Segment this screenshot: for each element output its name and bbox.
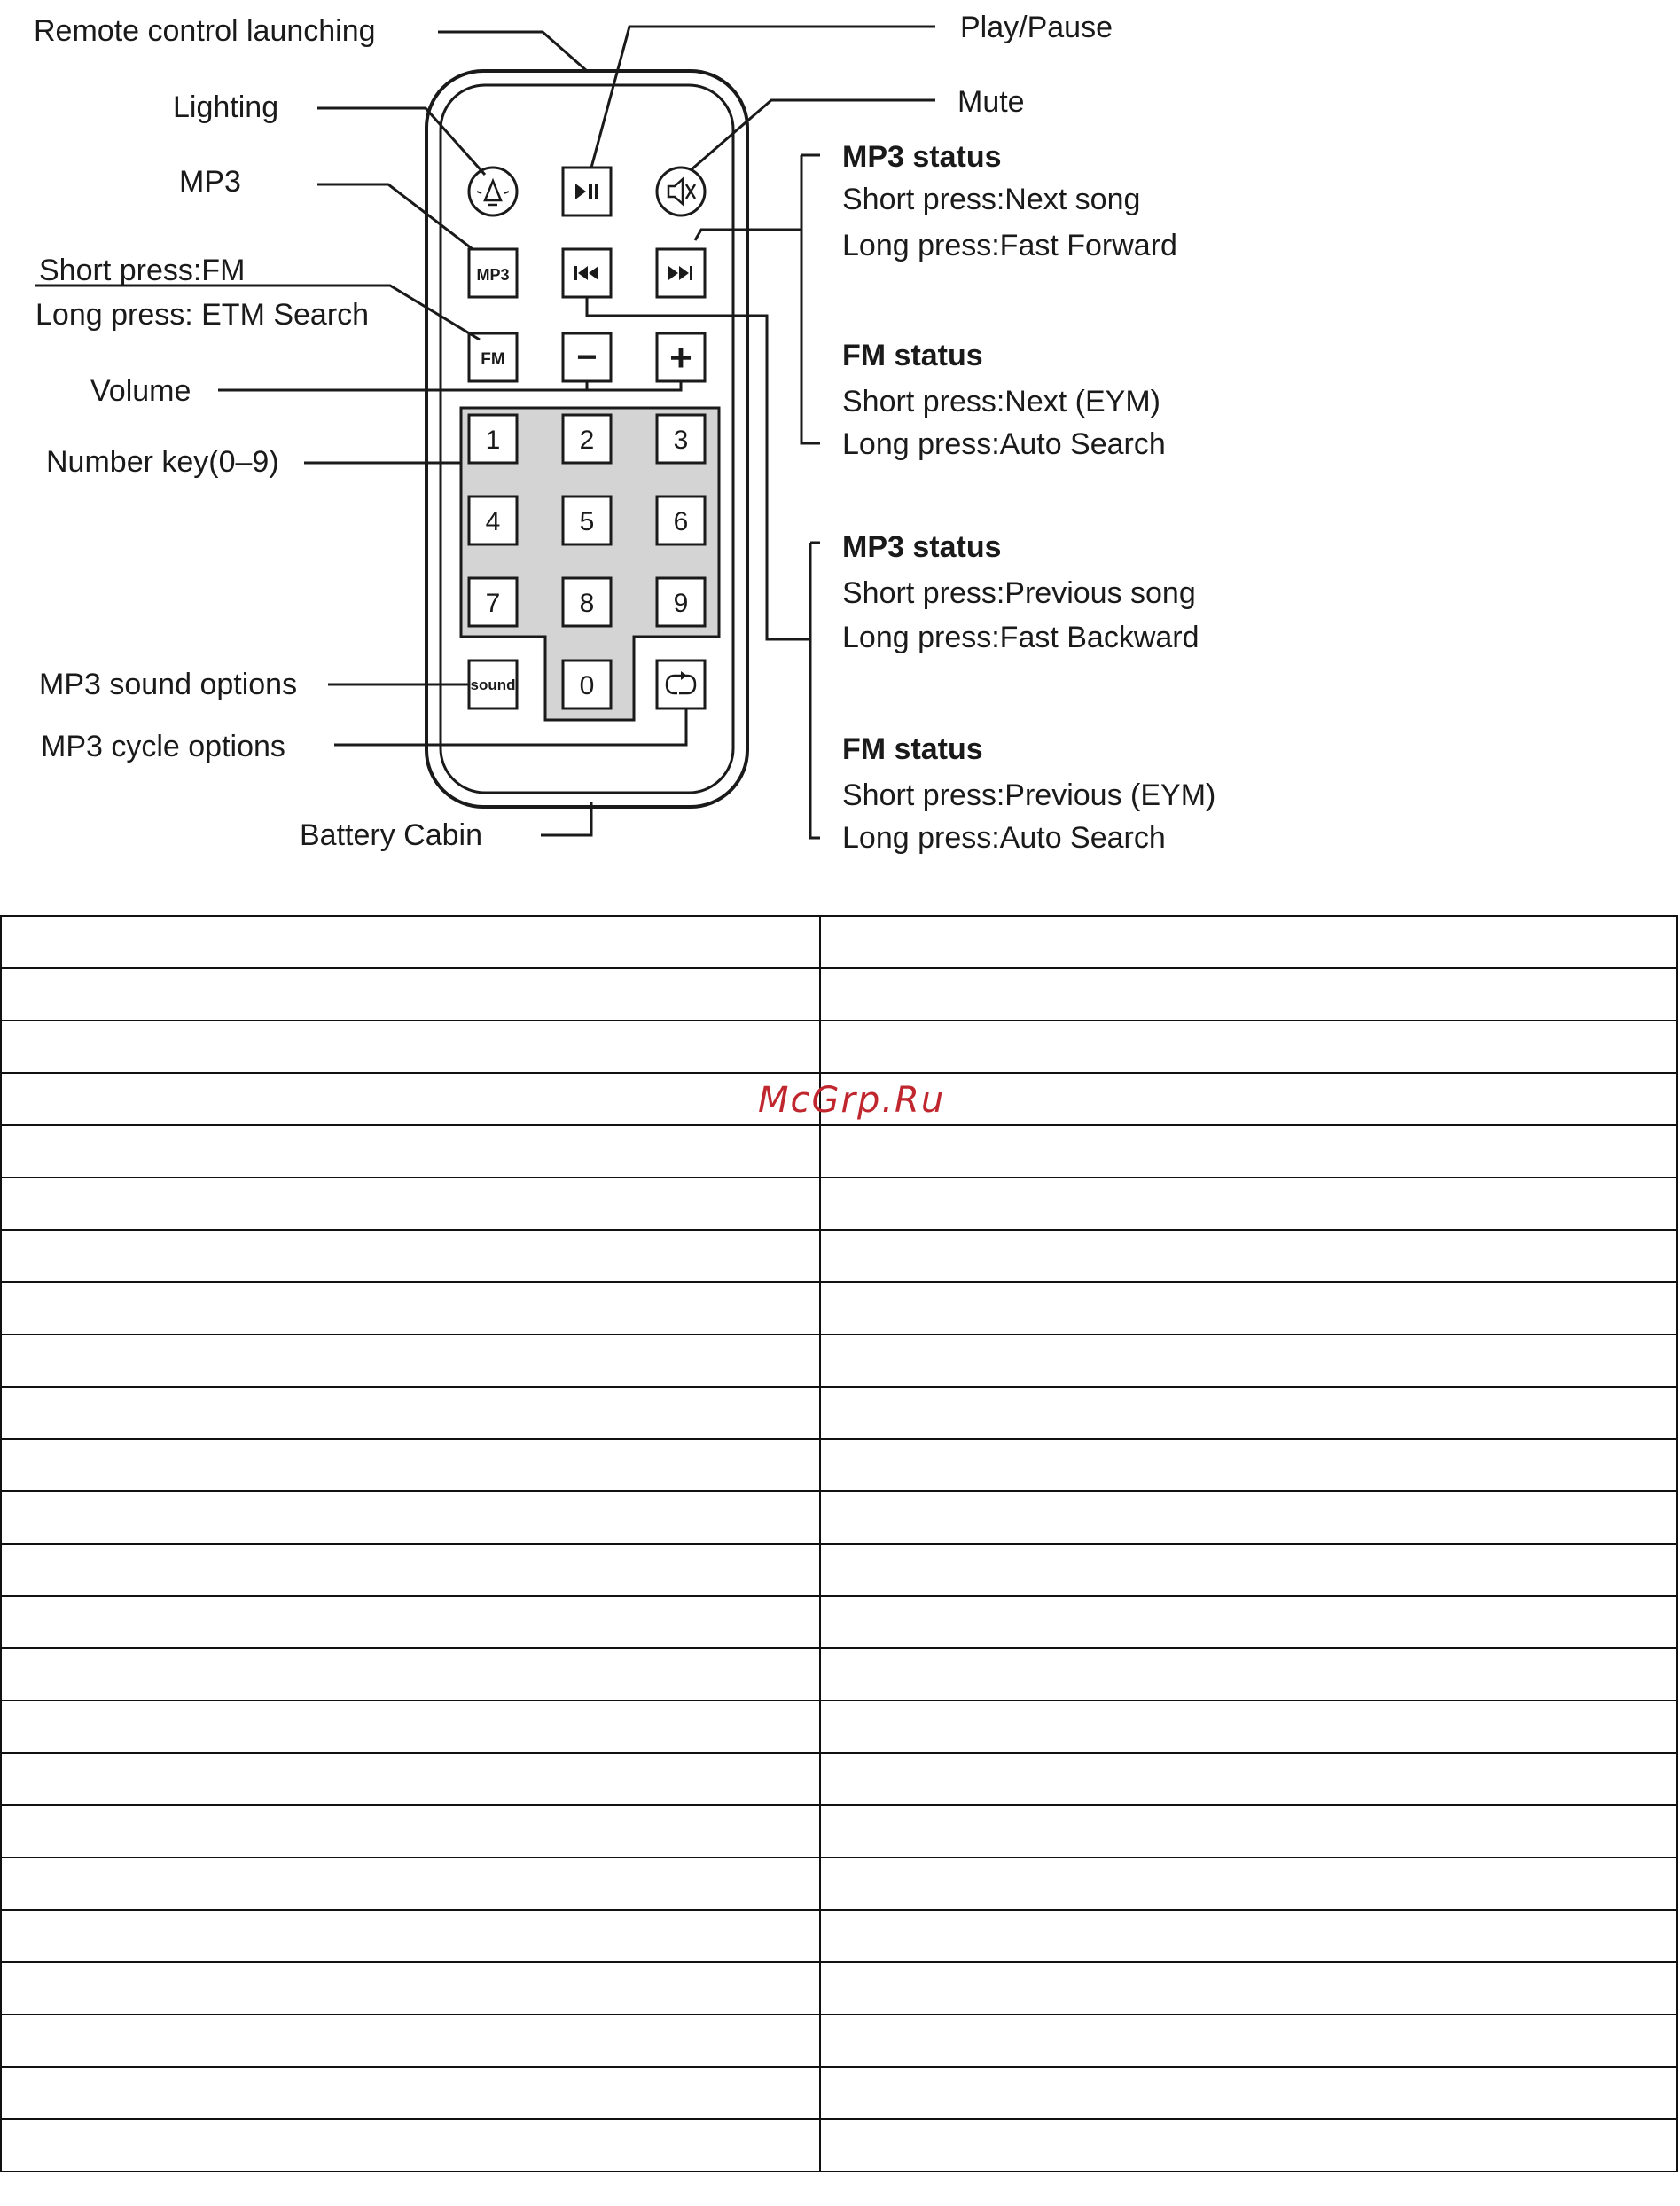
table-row — [1, 1596, 1677, 1648]
table-cell — [1, 1910, 820, 1962]
volume-label: Volume — [90, 374, 191, 408]
table-cell — [820, 2014, 1677, 2067]
table-row — [1, 1858, 1677, 1910]
table-cell — [820, 1439, 1677, 1491]
table-row — [1, 1544, 1677, 1596]
fm-button-label: FM — [481, 350, 505, 369]
next-mp3-long: Long press:Fast Forward — [842, 229, 1177, 262]
sound-button[interactable] — [469, 661, 517, 708]
table-row — [1, 1125, 1677, 1177]
table-cell — [1, 2014, 820, 2067]
table-row — [1, 968, 1677, 1021]
digit-key-label: 6 — [673, 507, 689, 536]
table-cell — [1, 1387, 820, 1439]
watermark: McGrp.Ru — [758, 1080, 946, 1121]
table-cell — [1, 1544, 820, 1596]
next-fm-title: FM status — [842, 339, 983, 372]
table-cell — [1, 1805, 820, 1858]
table-row — [1, 2014, 1677, 2067]
table-cell — [1, 2119, 820, 2171]
table-cell — [1, 1021, 820, 1073]
table-cell — [1, 1962, 820, 2014]
table-cell — [820, 1177, 1677, 1230]
table-cell — [1, 1648, 820, 1701]
table-row — [1, 1491, 1677, 1544]
volume-up-button[interactable] — [657, 333, 705, 381]
table-cell — [1, 1858, 820, 1910]
digit-key-label: 1 — [485, 426, 501, 455]
digit-key-8[interactable] — [563, 578, 611, 626]
prev-mp3-short: Short press:Previous song — [842, 576, 1196, 610]
battery-label: Battery Cabin — [300, 818, 482, 852]
mute-button[interactable] — [657, 168, 705, 215]
table-cell — [820, 2119, 1677, 2171]
play-pause-button[interactable] — [563, 168, 611, 215]
lighting-button[interactable] — [469, 168, 517, 215]
digit-key-label: 5 — [579, 507, 595, 536]
fm-button[interactable] — [469, 333, 517, 381]
table-cell — [820, 1962, 1677, 2014]
digit-key-4[interactable] — [469, 497, 517, 544]
table-cell — [820, 1334, 1677, 1387]
next-fm-short: Short press:Next (EYM) — [842, 385, 1160, 419]
prev-fm-long: Long press:Auto Search — [842, 821, 1166, 855]
table-cell — [820, 1805, 1677, 1858]
volume-up-label: + — [669, 336, 692, 379]
table-cell — [1, 1596, 820, 1648]
mp3-button[interactable] — [469, 249, 517, 297]
digit-key-3[interactable] — [657, 415, 705, 463]
digit-key-label: 2 — [579, 426, 595, 455]
table-cell — [820, 968, 1677, 1021]
table-row — [1, 1805, 1677, 1858]
previous-button[interactable] — [563, 249, 611, 297]
digit-key-9[interactable] — [657, 578, 705, 626]
table-cell — [820, 1701, 1677, 1753]
table-row — [1, 2119, 1677, 2171]
table-cell — [1, 1230, 820, 1282]
volume-down-button[interactable] — [563, 333, 611, 381]
table-cell — [820, 1230, 1677, 1282]
table-row — [1, 1910, 1677, 1962]
sound-button-label: sound — [470, 677, 516, 693]
table-cell — [1, 1753, 820, 1805]
next-fm-long: Long press:Auto Search — [842, 427, 1166, 461]
table-cell — [1, 1701, 820, 1753]
table-row — [1, 1387, 1677, 1439]
next-mp3-title: MP3 status — [842, 140, 1002, 174]
play-pause-label: Play/Pause — [960, 11, 1113, 44]
volume-down-label: − — [576, 338, 598, 377]
digit-key-0[interactable] — [563, 661, 611, 708]
digit-key-label: 7 — [485, 589, 501, 618]
table-row — [1, 1334, 1677, 1387]
fm-short-label: Short press:FM — [39, 254, 246, 287]
table-row — [1, 1962, 1677, 2014]
sound-options-label: MP3 sound options — [39, 668, 298, 701]
table-cell — [820, 1491, 1677, 1544]
table-cell — [1, 1125, 820, 1177]
table-cell — [1, 916, 820, 968]
digit-key-label: 0 — [579, 671, 595, 700]
lighting-label: Lighting — [173, 90, 279, 124]
digit-key-7[interactable] — [469, 578, 517, 626]
table-cell — [1, 1491, 820, 1544]
table-cell — [820, 1648, 1677, 1701]
table-cell — [820, 916, 1677, 968]
digit-key-1[interactable] — [469, 415, 517, 463]
digit-key-label: 4 — [485, 507, 501, 536]
table-cell — [1, 1073, 820, 1125]
table-row — [1, 1439, 1677, 1491]
table-row — [1, 1230, 1677, 1282]
table-cell — [1, 1334, 820, 1387]
table-cell — [820, 1021, 1677, 1073]
table-cell — [1, 2067, 820, 2119]
prev-fm-title: FM status — [842, 732, 983, 766]
table-row — [1, 1177, 1677, 1230]
remote-control-diagram — [0, 0, 1680, 915]
table-cell — [820, 1910, 1677, 1962]
table-row — [1, 916, 1677, 968]
mp3-label: MP3 — [179, 165, 241, 199]
prev-mp3-long: Long press:Fast Backward — [842, 621, 1199, 654]
table-cell — [1, 968, 820, 1021]
next-mp3-short: Short press:Next song — [842, 183, 1141, 216]
digit-key-5[interactable] — [563, 497, 611, 544]
table-cell — [820, 1073, 1677, 1125]
table-row — [1, 2067, 1677, 2119]
cycle-options-label: MP3 cycle options — [41, 730, 285, 763]
table-row — [1, 1648, 1677, 1701]
fm-long-label: Long press: ETM Search — [35, 298, 370, 332]
digit-key-label: 3 — [673, 426, 689, 455]
table-cell — [820, 1387, 1677, 1439]
table-cell — [820, 1596, 1677, 1648]
number-key-label: Number key(0–9) — [46, 445, 279, 479]
mute-label: Mute — [957, 85, 1025, 119]
table-row — [1, 1021, 1677, 1073]
table-cell — [1, 1282, 820, 1334]
cycle-button[interactable] — [657, 661, 705, 708]
table-cell — [820, 1125, 1677, 1177]
table-row — [1, 1701, 1677, 1753]
digit-key-2[interactable] — [563, 415, 611, 463]
digit-key-6[interactable] — [657, 497, 705, 544]
table-cell — [820, 1753, 1677, 1805]
digit-key-label: 8 — [579, 589, 595, 618]
table-cell — [820, 1858, 1677, 1910]
table-cell — [820, 1544, 1677, 1596]
table-cell — [820, 2067, 1677, 2119]
prev-fm-short: Short press:Previous (EYM) — [842, 778, 1216, 812]
table-cell — [1, 1439, 820, 1491]
next-button[interactable] — [657, 249, 705, 297]
table-cell — [820, 1282, 1677, 1334]
table-row — [1, 1753, 1677, 1805]
table-cell — [1, 1177, 820, 1230]
mp3-button-label: MP3 — [476, 266, 510, 284]
prev-mp3-title: MP3 status — [842, 530, 1002, 564]
table-row — [1, 1282, 1677, 1334]
digit-key-label: 9 — [673, 589, 689, 618]
remote-launch-label: Remote control launching — [34, 14, 376, 48]
